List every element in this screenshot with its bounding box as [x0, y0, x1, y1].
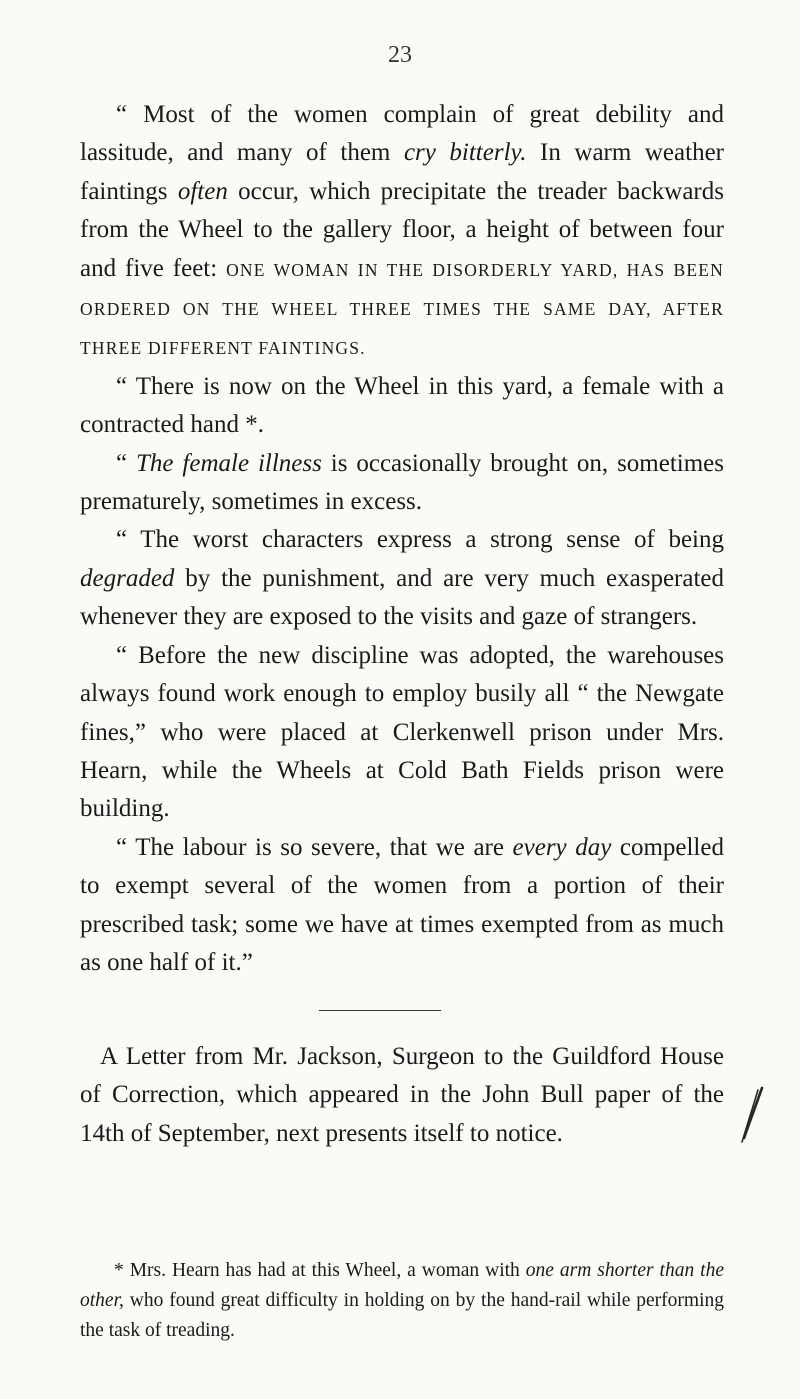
italic-run: cry bitterly. [403, 139, 527, 167]
letter-text: A Letter from Mr. Jackson, Surgeon to the Guildford House of Correction, which appeared in the John Bull paper of the 14th of September, next presents itself to notice. [80, 1043, 724, 1147]
letter-paragraph [80, 1038, 724, 1153]
text-run: occur, which precipitate the treader backwards from the Wheel to the gallery floor, a height of between four and five feet: [80, 177, 724, 282]
page-number: 23 [388, 42, 412, 68]
paragraph-female-illness [80, 445, 724, 522]
small-caps-run: ONE WOMAN IN THE DISORDERLY YARD, HAS BEEN ORDERED ON THE WHEEL THREE TIMES THE SAME DAY, AFTER THREE DIFFERENT FAINTINGS. [80, 259, 725, 359]
italic-run: every day [512, 833, 612, 861]
text-run: * Mrs. Hearn has had at this Wheel, a woman with [114, 1260, 526, 1281]
section-divider [319, 1010, 441, 1011]
text-run: “ The worst characters express a strong sense of being [116, 526, 724, 554]
margin-pencil-mark [736, 1086, 766, 1146]
italic-run: The female illness [136, 449, 322, 477]
paragraph-debility [80, 96, 724, 368]
text-run: by the punishment, and are very much exasperated whenever they are exposed to the visits and gaze of strangers. [80, 564, 724, 631]
text-run: “ Most of the women complain of great debility and lassitude, and many of them [80, 101, 724, 167]
text-run: “ Before the new discipline was adopted, the warehouses always found work enough to employ busily all “ the Newgate fines,” who were placed at Clerkenwell prison under Mrs. Hearn, while the Wheels at Cold Bath Fields prison were building. [80, 641, 724, 823]
italic-run: one arm shorter than the other, [80, 1260, 725, 1311]
text-run: compelled to exempt several of the women from a portion of their prescribed task; some we have at times exempted from as much as one half of it.” [80, 833, 724, 976]
text-run: “ The labour is so severe, that we are [116, 833, 513, 861]
paragraph-new-discipline [80, 637, 724, 829]
text-run: “ There is now on the Wheel in this yard, a female with a contracted hand *. [80, 372, 724, 439]
italic-run: degraded [80, 564, 175, 592]
paragraph-degraded [80, 521, 724, 636]
footnote [80, 1256, 724, 1346]
text-run: “ [116, 449, 137, 477]
text-run: In warm weather faintings [80, 139, 724, 205]
body-text [80, 96, 724, 982]
footnote-text [80, 1256, 724, 1346]
italic-run: often [177, 177, 228, 205]
text-run: who found great difficulty in holding on by the hand-rail while performing the task of treading. [80, 1290, 724, 1341]
paragraph-contracted-hand [80, 368, 724, 445]
text-run: is occasionally brought on, sometimes prematurely, sometimes in excess. [80, 449, 724, 516]
paragraph-labour [80, 829, 724, 983]
